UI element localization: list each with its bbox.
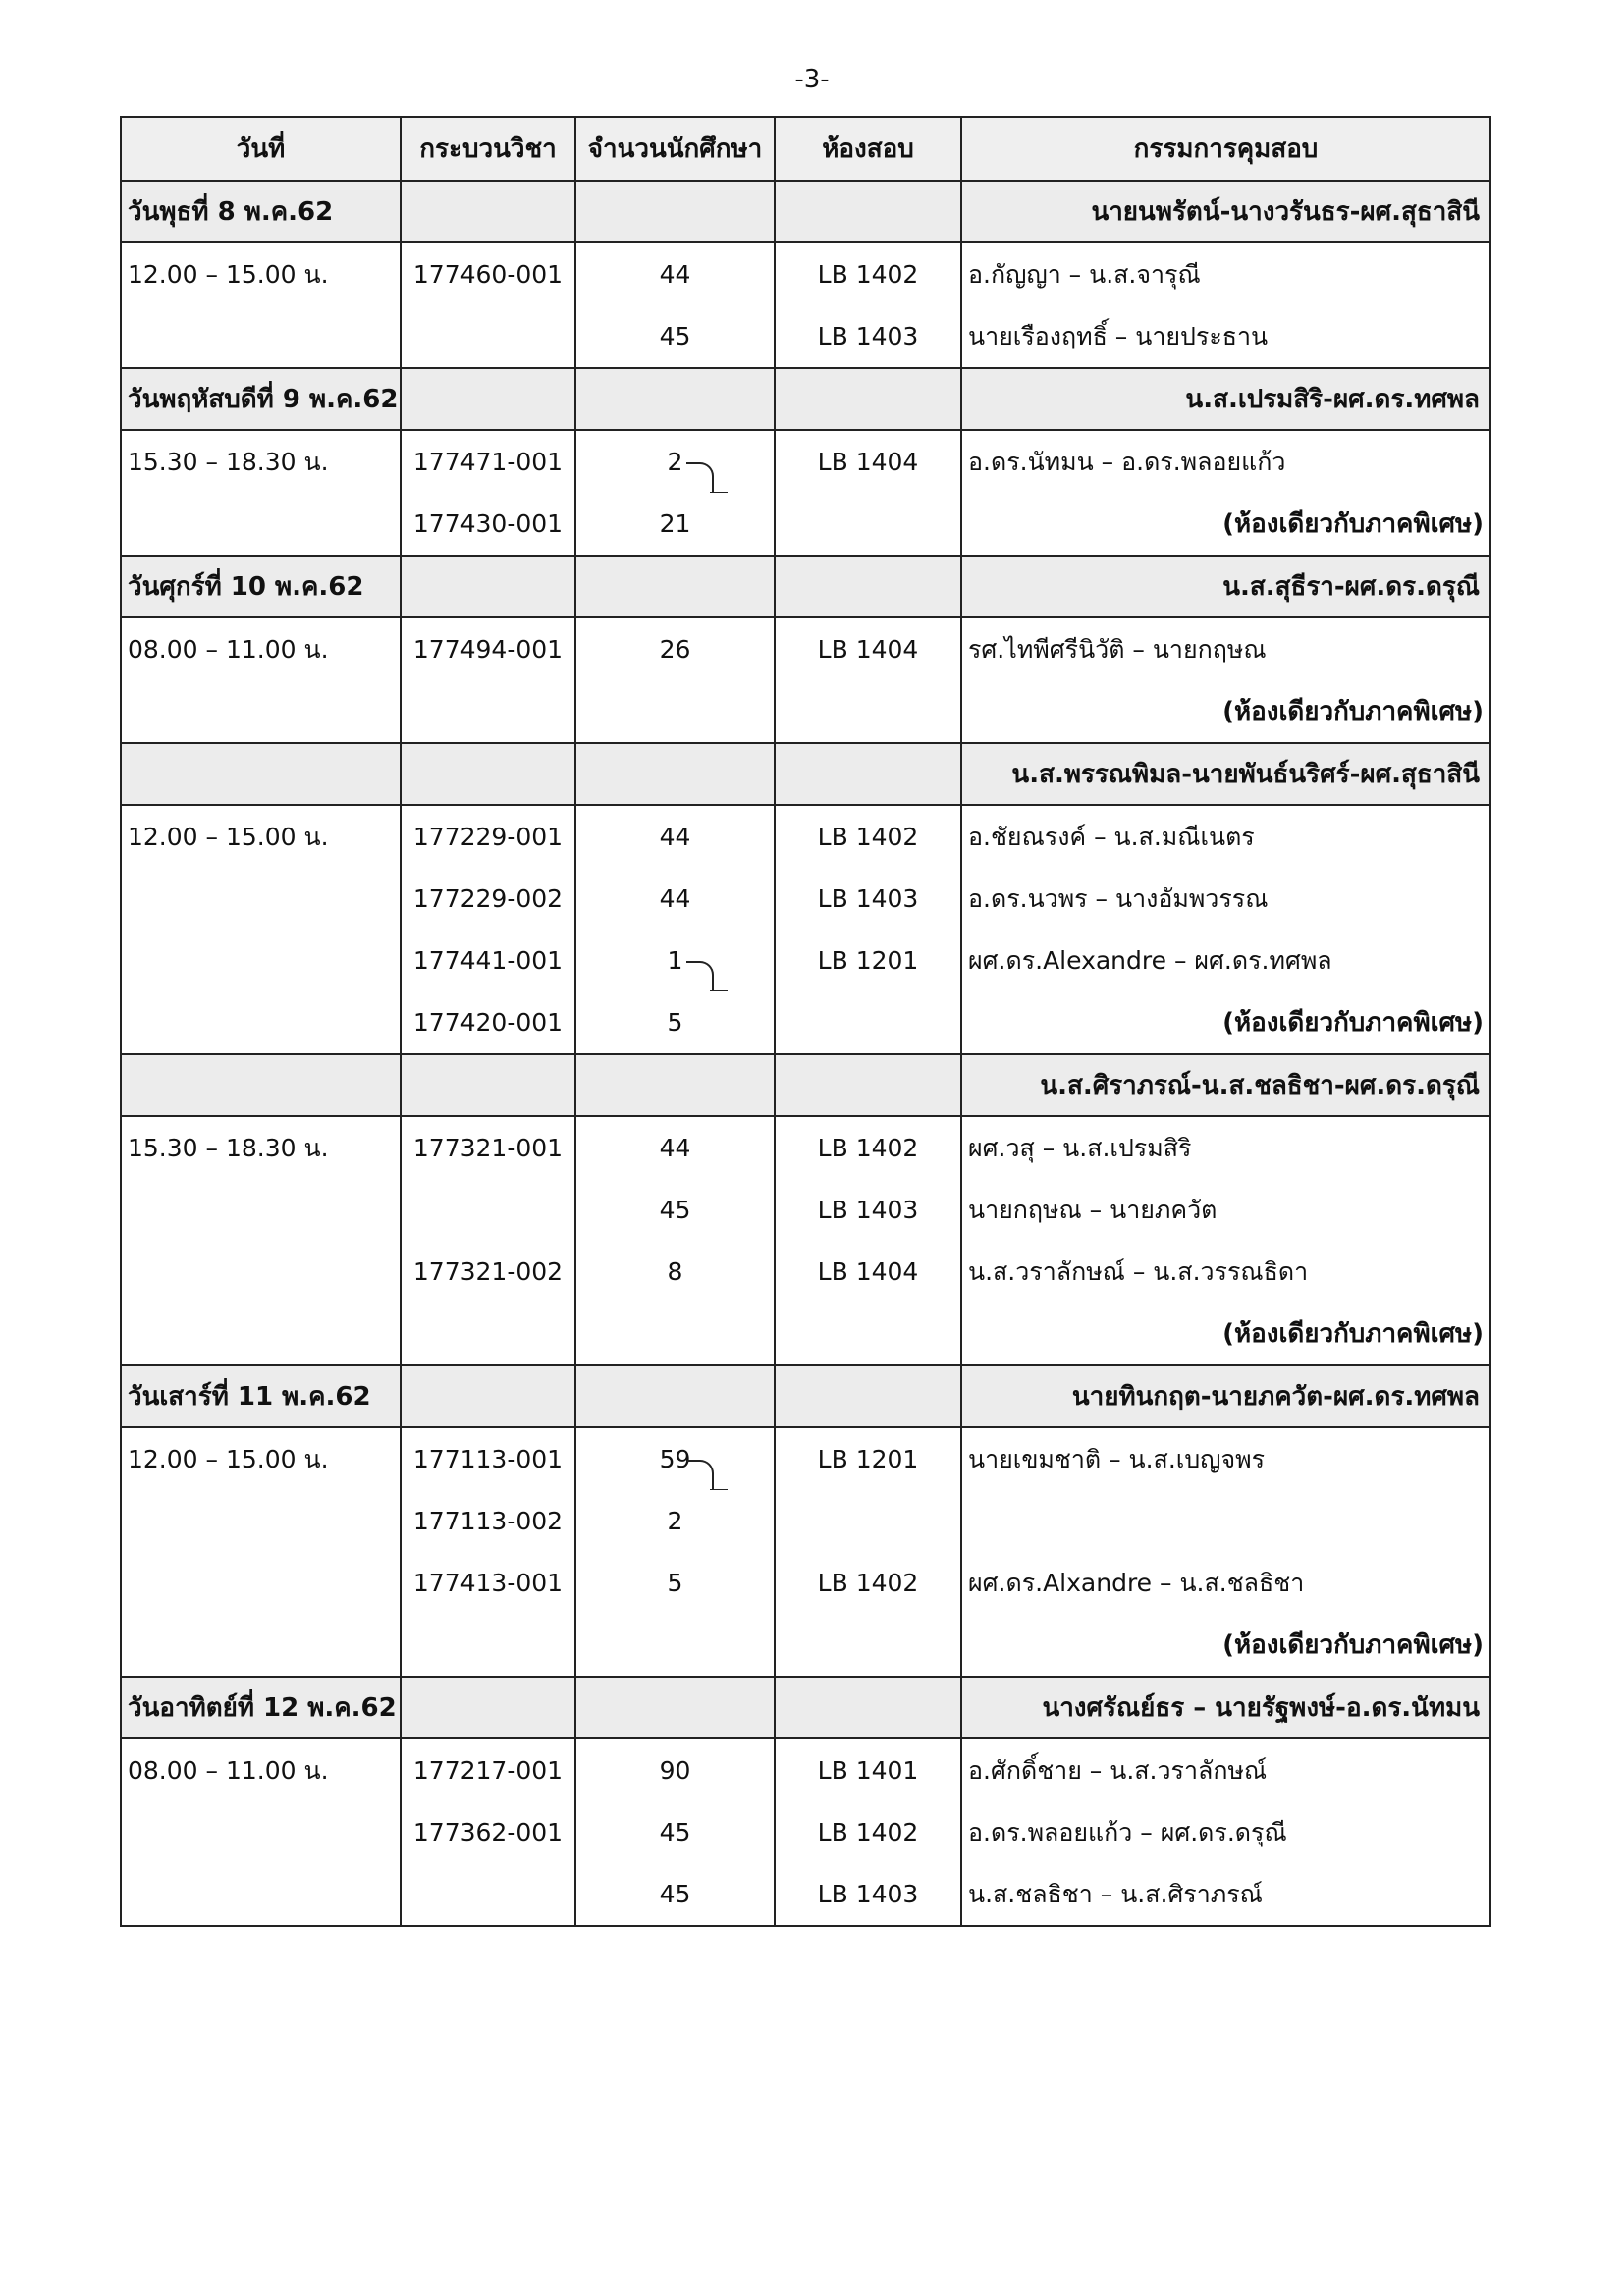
room-cell <box>775 305 961 368</box>
header-proctors: กรรมการคุมสอบ <box>961 117 1490 181</box>
time-cell <box>121 930 401 991</box>
course-cell-text: 177460-001 <box>412 260 564 289</box>
day-date: วันเสาร์ที่ 11 พ.ค.62 <box>121 1365 401 1427</box>
room-cell <box>775 1303 961 1365</box>
time-cell <box>121 617 401 680</box>
room-cell <box>775 1801 961 1863</box>
empty-cell <box>775 1365 961 1427</box>
room-cell-text: LB 1403 <box>817 322 919 350</box>
student-count-cell <box>575 305 775 368</box>
proctors-cell: อ.ชัยณรงค์ – น.ส.มณีเนตร <box>961 805 1490 868</box>
shared-room-note: (ห้องเดียวกับภาคพิเศษ) <box>961 680 1490 743</box>
course-cell <box>401 1738 575 1801</box>
room-cell <box>775 680 961 743</box>
student-count-cell <box>575 1179 775 1241</box>
student-count-cell-text: 90 <box>659 1756 691 1785</box>
room-cell-text: LB 1404 <box>817 1257 919 1286</box>
schedule-body <box>121 181 1490 1926</box>
empty-cell <box>401 368 575 430</box>
room-cell-text: LB 1402 <box>817 1818 919 1846</box>
table-row <box>121 1490 1490 1552</box>
empty-cell <box>575 556 775 617</box>
proctors-cell <box>961 1490 1490 1552</box>
time-cell <box>121 1738 401 1801</box>
student-count-cell-text: 44 <box>659 1134 691 1162</box>
course-cell-text: 177113-001 <box>412 1445 564 1473</box>
table-row <box>121 1614 1490 1677</box>
room-cell <box>775 1241 961 1303</box>
day-date: วันอาทิตย์ที่ 12 พ.ค.62 <box>121 1677 401 1738</box>
student-count-cell <box>575 1427 775 1490</box>
table-row <box>121 1552 1490 1614</box>
course-cell <box>401 430 575 493</box>
student-count-cell <box>575 430 775 493</box>
empty-cell <box>575 181 775 242</box>
proctors-cell: อ.ดร.พลอยแก้ว – ผศ.ดร.ดรุณี <box>961 1801 1490 1863</box>
room-cell <box>775 1552 961 1614</box>
day-header-row <box>121 743 1490 805</box>
grouping-brace <box>686 462 714 493</box>
proctors-cell: อ.ดร.นวพร – นางอัมพวรรณ <box>961 868 1490 930</box>
student-count-cell-text: 21 <box>659 509 691 538</box>
empty-cell <box>575 368 775 430</box>
day-header-row <box>121 368 1490 430</box>
empty-cell <box>575 1365 775 1427</box>
room-cell-text: LB 1201 <box>817 946 919 975</box>
proctors-cell: น.ส.วราลักษณ์ – น.ส.วรรณธิดา <box>961 1241 1490 1303</box>
course-cell <box>401 1863 575 1926</box>
time-cell <box>121 1179 401 1241</box>
course-cell <box>401 617 575 680</box>
table-row <box>121 1738 1490 1801</box>
student-count-cell-text: 44 <box>659 260 691 289</box>
table-row <box>121 430 1490 493</box>
course-cell <box>401 1241 575 1303</box>
empty-cell <box>775 1677 961 1738</box>
room-cell-text: LB 1401 <box>817 1756 919 1785</box>
table-row <box>121 930 1490 991</box>
empty-cell <box>401 181 575 242</box>
course-cell-text: 177229-002 <box>412 884 564 913</box>
student-count-cell-text: 26 <box>659 635 691 664</box>
time-cell <box>121 1241 401 1303</box>
student-count-cell-text: 8 <box>667 1257 683 1286</box>
student-count-cell <box>575 1552 775 1614</box>
day-header-row <box>121 181 1490 242</box>
proctors-cell: อ.ดร.นัทมน – อ.ดร.พลอยแก้ว <box>961 430 1490 493</box>
time-cell <box>121 991 401 1054</box>
course-cell <box>401 1552 575 1614</box>
empty-cell <box>401 556 575 617</box>
proctors-cell: ผศ.วสุ – น.ส.เปรมสิริ <box>961 1116 1490 1179</box>
student-count-cell <box>575 242 775 305</box>
room-cell-text: LB 1402 <box>817 1569 919 1597</box>
room-cell <box>775 1179 961 1241</box>
day-committee: น.ส.เปรมสิริ-ผศ.ดร.ทศพล <box>961 368 1490 430</box>
proctors-cell: นายเขมชาติ – น.ส.เบญจพร <box>961 1427 1490 1490</box>
course-cell <box>401 680 575 743</box>
time-cell <box>121 680 401 743</box>
course-cell <box>401 1179 575 1241</box>
empty-cell <box>401 1677 575 1738</box>
course-cell <box>401 1801 575 1863</box>
student-count-cell <box>575 1490 775 1552</box>
course-cell <box>401 1116 575 1179</box>
time-cell <box>121 305 401 368</box>
header-row <box>121 117 1490 181</box>
course-cell-text: 177229-001 <box>412 823 564 851</box>
room-cell <box>775 1490 961 1552</box>
course-cell <box>401 493 575 556</box>
header-room: ห้องสอบ <box>775 117 961 181</box>
time-cell <box>121 430 401 493</box>
grouping-brace <box>686 961 714 991</box>
time-cell-text: 08.00 – 11.00 น. <box>128 634 329 664</box>
header-date: วันที่ <box>121 117 401 181</box>
empty-cell <box>401 1365 575 1427</box>
exam-schedule-table <box>120 116 1491 1927</box>
time-cell <box>121 1427 401 1490</box>
header-students: จำนวนนักศึกษา <box>575 117 775 181</box>
day-committee: นายนพรัตน์-นางวรันธร-ผศ.สุธาสินี <box>961 181 1490 242</box>
room-cell-text: LB 1402 <box>817 823 919 851</box>
proctors-cell: อ.ศักดิ์ชาย – น.ส.วราลักษณ์ <box>961 1738 1490 1801</box>
table-row <box>121 805 1490 868</box>
day-committee: น.ส.พรรณพิมล-นายพันธ์นริศร์-ผศ.สุธาสินี <box>961 743 1490 805</box>
header-course: กระบวนวิชา <box>401 117 575 181</box>
student-count-cell <box>575 868 775 930</box>
table-row <box>121 1241 1490 1303</box>
time-cell <box>121 805 401 868</box>
course-cell <box>401 1427 575 1490</box>
proctors-cell: ผศ.ดร.Alexandre – ผศ.ดร.ทศพล <box>961 930 1490 991</box>
table-row <box>121 242 1490 305</box>
student-count-cell <box>575 1116 775 1179</box>
room-cell <box>775 805 961 868</box>
course-cell <box>401 1303 575 1365</box>
student-count-cell <box>575 805 775 868</box>
room-cell <box>775 1738 961 1801</box>
course-cell-text: 177420-001 <box>412 1008 564 1037</box>
student-count-cell-text: 5 <box>667 1008 683 1037</box>
time-cell <box>121 242 401 305</box>
room-cell <box>775 991 961 1054</box>
table-row <box>121 1863 1490 1926</box>
time-cell-text: 08.00 – 11.00 น. <box>128 1755 329 1785</box>
table-row <box>121 1427 1490 1490</box>
student-count-cell-text: 2 <box>667 1507 683 1535</box>
day-date: วันพุธที่ 8 พ.ค.62 <box>121 181 401 242</box>
room-cell <box>775 868 961 930</box>
room-cell-text: LB 1402 <box>817 1134 919 1162</box>
day-date <box>121 1054 401 1116</box>
student-count-cell <box>575 493 775 556</box>
student-count-cell <box>575 1303 775 1365</box>
course-cell <box>401 305 575 368</box>
table-row <box>121 1801 1490 1863</box>
course-cell-text: 177430-001 <box>412 509 564 538</box>
day-committee: นายทินกฤต-นายภควัต-ผศ.ดร.ทศพล <box>961 1365 1490 1427</box>
room-cell <box>775 1614 961 1677</box>
table-row <box>121 868 1490 930</box>
table-row <box>121 305 1490 368</box>
day-date: วันพฤหัสบดีที่ 9 พ.ค.62 <box>121 368 401 430</box>
room-cell <box>775 1427 961 1490</box>
course-cell-text: 177471-001 <box>412 448 564 476</box>
student-count-cell <box>575 1738 775 1801</box>
room-cell <box>775 1863 961 1926</box>
student-count-cell-text: 45 <box>659 1818 691 1846</box>
shared-room-note: (ห้องเดียวกับภาคพิเศษ) <box>961 493 1490 556</box>
empty-cell <box>775 556 961 617</box>
time-cell <box>121 1614 401 1677</box>
shared-room-note: (ห้องเดียวกับภาคพิเศษ) <box>961 1614 1490 1677</box>
time-cell <box>121 1490 401 1552</box>
time-cell <box>121 868 401 930</box>
time-cell <box>121 1552 401 1614</box>
course-cell <box>401 991 575 1054</box>
empty-cell <box>775 1054 961 1116</box>
time-cell-text: 12.00 – 15.00 น. <box>128 1444 329 1473</box>
student-count-cell-text: 45 <box>659 322 691 350</box>
time-cell-text: 12.00 – 15.00 น. <box>128 822 329 851</box>
day-header-row <box>121 1365 1490 1427</box>
course-cell-text: 177441-001 <box>412 946 564 975</box>
table-row <box>121 617 1490 680</box>
room-cell <box>775 493 961 556</box>
course-cell-text: 177113-002 <box>412 1507 564 1535</box>
empty-cell <box>775 368 961 430</box>
time-cell <box>121 1801 401 1863</box>
student-count-cell <box>575 680 775 743</box>
table-row <box>121 1303 1490 1365</box>
course-cell-text: 177217-001 <box>412 1756 564 1785</box>
course-cell <box>401 805 575 868</box>
room-cell-text: LB 1403 <box>817 884 919 913</box>
student-count-cell <box>575 1614 775 1677</box>
day-header-row <box>121 1054 1490 1116</box>
room-cell-text: LB 1403 <box>817 1196 919 1224</box>
shared-room-note: (ห้องเดียวกับภาคพิเศษ) <box>961 991 1490 1054</box>
course-cell-text: 177494-001 <box>412 635 564 664</box>
empty-cell <box>775 743 961 805</box>
table-row <box>121 680 1490 743</box>
course-cell <box>401 868 575 930</box>
student-count-cell-text: 45 <box>659 1196 691 1224</box>
room-cell-text: LB 1201 <box>817 1445 919 1473</box>
day-header-row <box>121 556 1490 617</box>
table-row <box>121 493 1490 556</box>
time-cell-text: 15.30 – 18.30 น. <box>128 1133 329 1162</box>
day-committee: น.ส.ศิราภรณ์-น.ส.ชลธิชา-ผศ.ดร.ดรุณี <box>961 1054 1490 1116</box>
student-count-cell <box>575 1801 775 1863</box>
empty-cell <box>401 1054 575 1116</box>
course-cell <box>401 930 575 991</box>
student-count-cell-text: 59 <box>659 1445 691 1473</box>
proctors-cell: น.ส.ชลธิชา – น.ส.ศิราภรณ์ <box>961 1863 1490 1926</box>
proctors-cell: นายกฤษณ – นายภควัต <box>961 1179 1490 1241</box>
course-cell-text: 177413-001 <box>412 1569 564 1597</box>
time-cell <box>121 1303 401 1365</box>
empty-cell <box>401 743 575 805</box>
room-cell-text: LB 1404 <box>817 448 919 476</box>
day-date <box>121 743 401 805</box>
table-row <box>121 1116 1490 1179</box>
proctors-cell: นายเรืองฤทธิ์ – นายประธาน <box>961 305 1490 368</box>
shared-room-note: (ห้องเดียวกับภาคพิเศษ) <box>961 1303 1490 1365</box>
student-count-cell <box>575 930 775 991</box>
day-header-row <box>121 1677 1490 1738</box>
day-committee: น.ส.สุธีรา-ผศ.ดร.ดรุณี <box>961 556 1490 617</box>
student-count-cell-text: 5 <box>667 1569 683 1597</box>
course-cell-text: 177321-002 <box>412 1257 564 1286</box>
day-committee: นางศรัณย์ธร – นายรัฐพงษ์-อ.ดร.นัทมน <box>961 1677 1490 1738</box>
room-cell-text: LB 1403 <box>817 1880 919 1908</box>
proctors-cell: อ.กัญญา – น.ส.จารุณี <box>961 242 1490 305</box>
day-date: วันศุกร์ที่ 10 พ.ค.62 <box>121 556 401 617</box>
time-cell-text: 15.30 – 18.30 น. <box>128 447 329 476</box>
empty-cell <box>575 743 775 805</box>
table-row <box>121 1179 1490 1241</box>
student-count-cell <box>575 1863 775 1926</box>
course-cell-text: 177362-001 <box>412 1818 564 1846</box>
course-cell-text: 177321-001 <box>412 1134 564 1162</box>
room-cell-text: LB 1404 <box>817 635 919 664</box>
time-cell <box>121 1116 401 1179</box>
grouping-brace <box>686 1460 714 1490</box>
room-cell <box>775 430 961 493</box>
course-cell <box>401 1614 575 1677</box>
empty-cell <box>775 181 961 242</box>
student-count-cell-text: 44 <box>659 884 691 913</box>
proctors-cell: ผศ.ดร.Alxandre – น.ส.ชลธิชา <box>961 1552 1490 1614</box>
course-cell <box>401 1490 575 1552</box>
student-count-cell-text: 2 <box>667 448 683 476</box>
student-count-cell <box>575 1241 775 1303</box>
student-count-cell-text: 45 <box>659 1880 691 1908</box>
student-count-cell-text: 44 <box>659 823 691 851</box>
student-count-cell <box>575 991 775 1054</box>
room-cell <box>775 242 961 305</box>
empty-cell <box>575 1677 775 1738</box>
time-cell-text: 12.00 – 15.00 น. <box>128 259 329 289</box>
room-cell-text: LB 1402 <box>817 260 919 289</box>
room-cell <box>775 617 961 680</box>
student-count-cell-text: 1 <box>667 946 683 975</box>
student-count-cell <box>575 617 775 680</box>
room-cell <box>775 930 961 991</box>
course-cell <box>401 242 575 305</box>
time-cell <box>121 1863 401 1926</box>
time-cell <box>121 493 401 556</box>
table-row <box>121 991 1490 1054</box>
room-cell <box>775 1116 961 1179</box>
empty-cell <box>575 1054 775 1116</box>
page-number: -3- <box>794 65 830 94</box>
proctors-cell: รศ.ไทพีศรีนิวัติ – นายกฤษณ <box>961 617 1490 680</box>
